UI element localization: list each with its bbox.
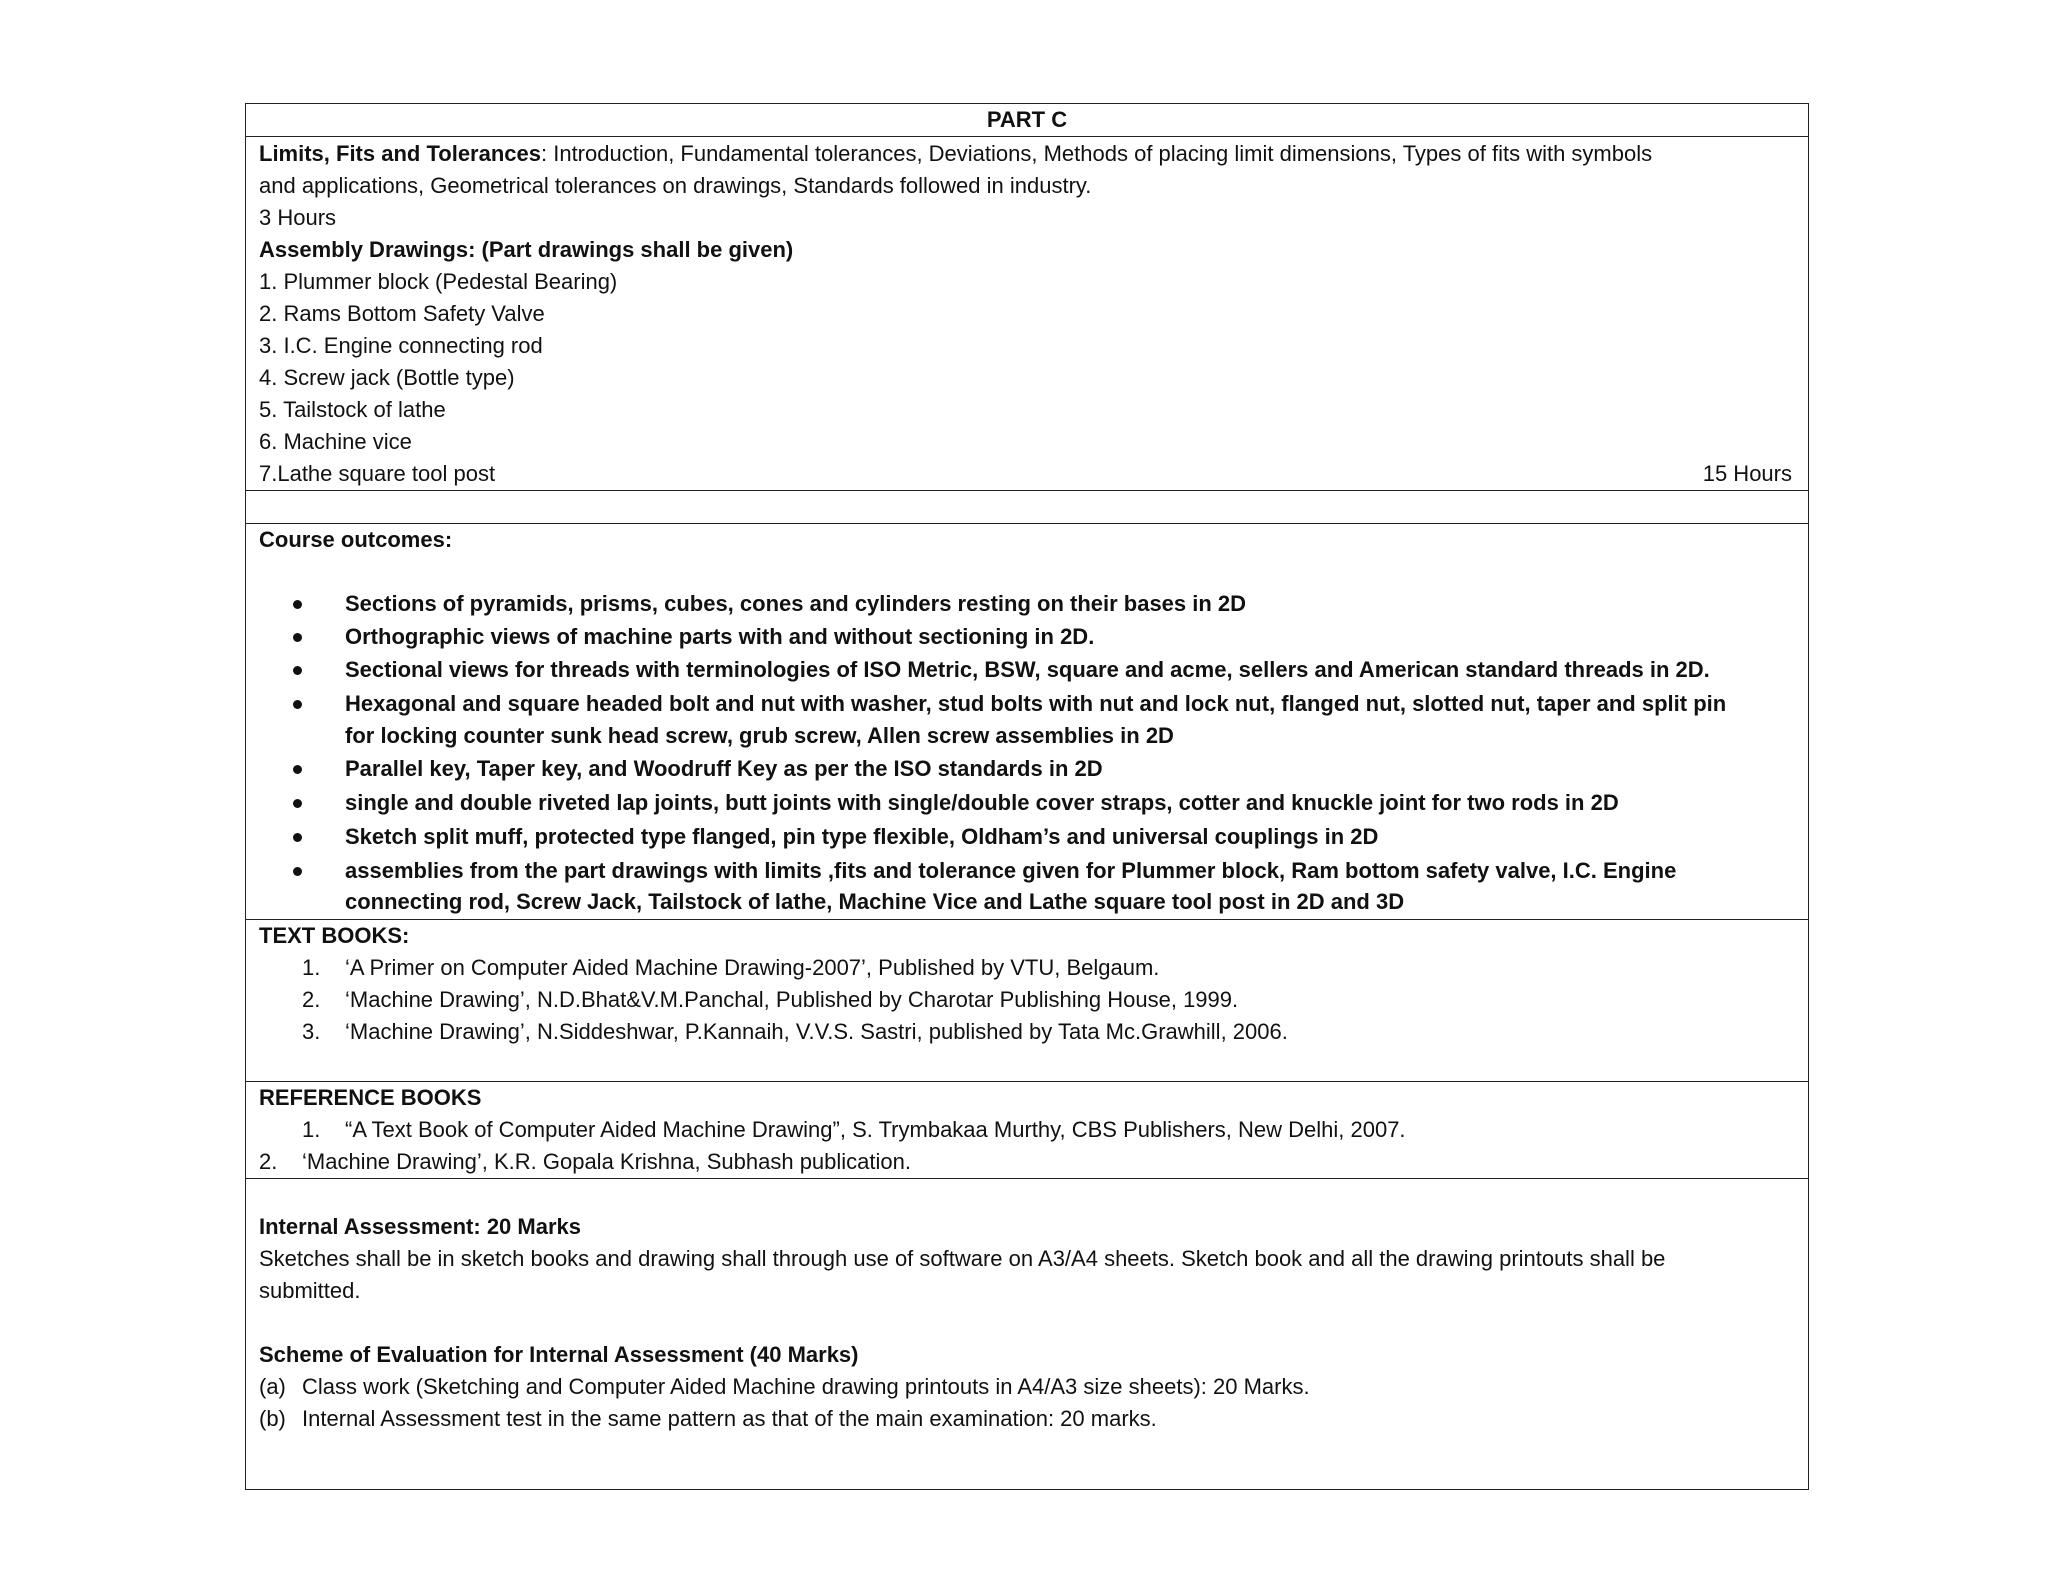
reference-books-row xyxy=(246,1082,1808,1179)
scheme-item: (a) Class work (Sketching and Computer Aided Machine drawing printouts in A4/A3 size sheets): 20 Marks. xyxy=(259,1374,1310,1399)
internal-assessment-text-1: Sketches shall be in sketch books and drawing shall through use of software on A3/A4 sheets. Sketch book and all the drawing printouts shall be xyxy=(259,1246,1666,1271)
assembly-item: 5. Tailstock of lathe xyxy=(259,397,446,422)
outcome-item: single and double riveted lap joints, butt joints with single/double cover straps, cotter and knuckle joint for two rods in 2D xyxy=(246,787,1792,819)
bullet-icon xyxy=(293,799,302,808)
outcome-item: Parallel key, Taper key, and Woodruff Key as per the ISO standards in 2D xyxy=(246,753,1792,785)
bullet-icon xyxy=(293,666,302,675)
assembly-item: 4. Screw jack (Bottle type) xyxy=(259,365,515,390)
outcome-item-continued: connecting rod, Screw Jack, Tailstock of lathe, Machine Vice and Lathe square tool post in 2D and 3D xyxy=(345,889,1405,914)
text-books-row xyxy=(246,920,1808,1082)
assembly-item: 3. I.C. Engine connecting rod xyxy=(259,333,543,358)
bullet-icon xyxy=(293,867,302,876)
course-outcomes-row xyxy=(246,524,1808,920)
part-c-heading: PART C xyxy=(986,107,1068,132)
text-book-item: 3. ‘Machine Drawing’, N.Siddeshwar, P.Kannaih, V.V.S. Sastri, published by Tata Mc.Grawhill, 2006. xyxy=(302,1019,1288,1044)
outcome-item: Hexagonal and square headed bolt and nut with washer, stud bolts with nut and lock nut, flanged nut, slotted nut, taper and split pin xyxy=(246,688,1792,720)
limits-text-2: and applications, Geometrical tolerances on drawings, Standards followed in industry. xyxy=(259,173,1092,198)
reference-book-item: 2. ‘Machine Drawing’, K.R. Gopala Krishna, Subhash publication. xyxy=(259,1149,911,1174)
limits-line-1 xyxy=(259,138,1792,170)
bullet-icon xyxy=(293,633,302,642)
part-c-heading-row xyxy=(246,104,1808,137)
internal-assessment-title: Internal Assessment: 20 Marks xyxy=(259,1214,581,1239)
assembly-title: Assembly Drawings: (Part drawings shall be given) xyxy=(259,237,794,262)
text-book-item: 1. ‘A Primer on Computer Aided Machine Drawing-2007’, Published by VTU, Belgaum. xyxy=(302,955,1160,980)
limits-title: Limits, Fits and Tolerances xyxy=(259,141,541,166)
assembly-item: 7.Lathe square tool post xyxy=(259,461,496,486)
course-outcomes-title: Course outcomes: xyxy=(259,527,453,552)
assembly-item-last xyxy=(259,458,1792,490)
syllabus-table xyxy=(245,103,1809,1490)
assembly-hours: 15 Hours xyxy=(1702,461,1792,486)
bullet-icon xyxy=(293,600,302,609)
empty-row xyxy=(246,491,1808,524)
scheme-title: Scheme of Evaluation for Internal Assessment (40 Marks) xyxy=(259,1342,859,1367)
limits-text-1: : Introduction, Fundamental tolerances, Deviations, Methods of placing limit dimensions, Types of fits with symbols xyxy=(541,141,1653,166)
outcome-item: Sketch split muff, protected type flanged, pin type flexible, Oldham’s and universal couplings in 2D xyxy=(246,821,1792,853)
bullet-icon xyxy=(293,833,302,842)
text-books-title: TEXT BOOKS: xyxy=(259,923,410,948)
outcome-item-continued: for locking counter sunk head screw, grub screw, Allen screw assemblies in 2D xyxy=(345,723,1174,748)
assembly-item: 2. Rams Bottom Safety Valve xyxy=(259,301,545,326)
bullet-icon xyxy=(293,700,302,709)
outcome-item: assemblies from the part drawings with limits ,fits and tolerance given for Plummer block, Ram bottom safety valve, I.C. Engine xyxy=(246,855,1792,887)
part-c-content-row xyxy=(246,137,1808,491)
outcome-item: Sectional views for threads with terminologies of ISO Metric, BSW, square and acme, sellers and American standard threads in 2D. xyxy=(246,654,1792,686)
internal-assessment-text-2: submitted. xyxy=(259,1278,361,1303)
reference-books-title: REFERENCE BOOKS xyxy=(259,1085,482,1110)
assembly-item: 1. Plummer block (Pedestal Bearing) xyxy=(259,269,618,294)
bullet-icon xyxy=(293,765,302,774)
text-book-item: 2. ‘Machine Drawing’, N.D.Bhat&V.M.Panchal, Published by Charotar Publishing House, 1999. xyxy=(302,987,1239,1012)
assembly-item: 6. Machine vice xyxy=(259,429,412,454)
reference-book-item: 1. “A Text Book of Computer Aided Machine Drawing”, S. Trymbakaa Murthy, CBS Publishers, New Delhi, 2007. xyxy=(302,1117,1406,1142)
internal-assessment-row xyxy=(246,1179,1808,1489)
outcome-item: Sections of pyramids, prisms, cubes, cones and cylinders resting on their bases in 2D xyxy=(246,588,1792,620)
scheme-item: (b) Internal Assessment test in the same pattern as that of the main examination: 20 marks. xyxy=(259,1406,1157,1431)
outcome-item: Orthographic views of machine parts with and without sectioning in 2D. xyxy=(246,621,1792,653)
limits-hours: 3 Hours xyxy=(259,205,337,230)
